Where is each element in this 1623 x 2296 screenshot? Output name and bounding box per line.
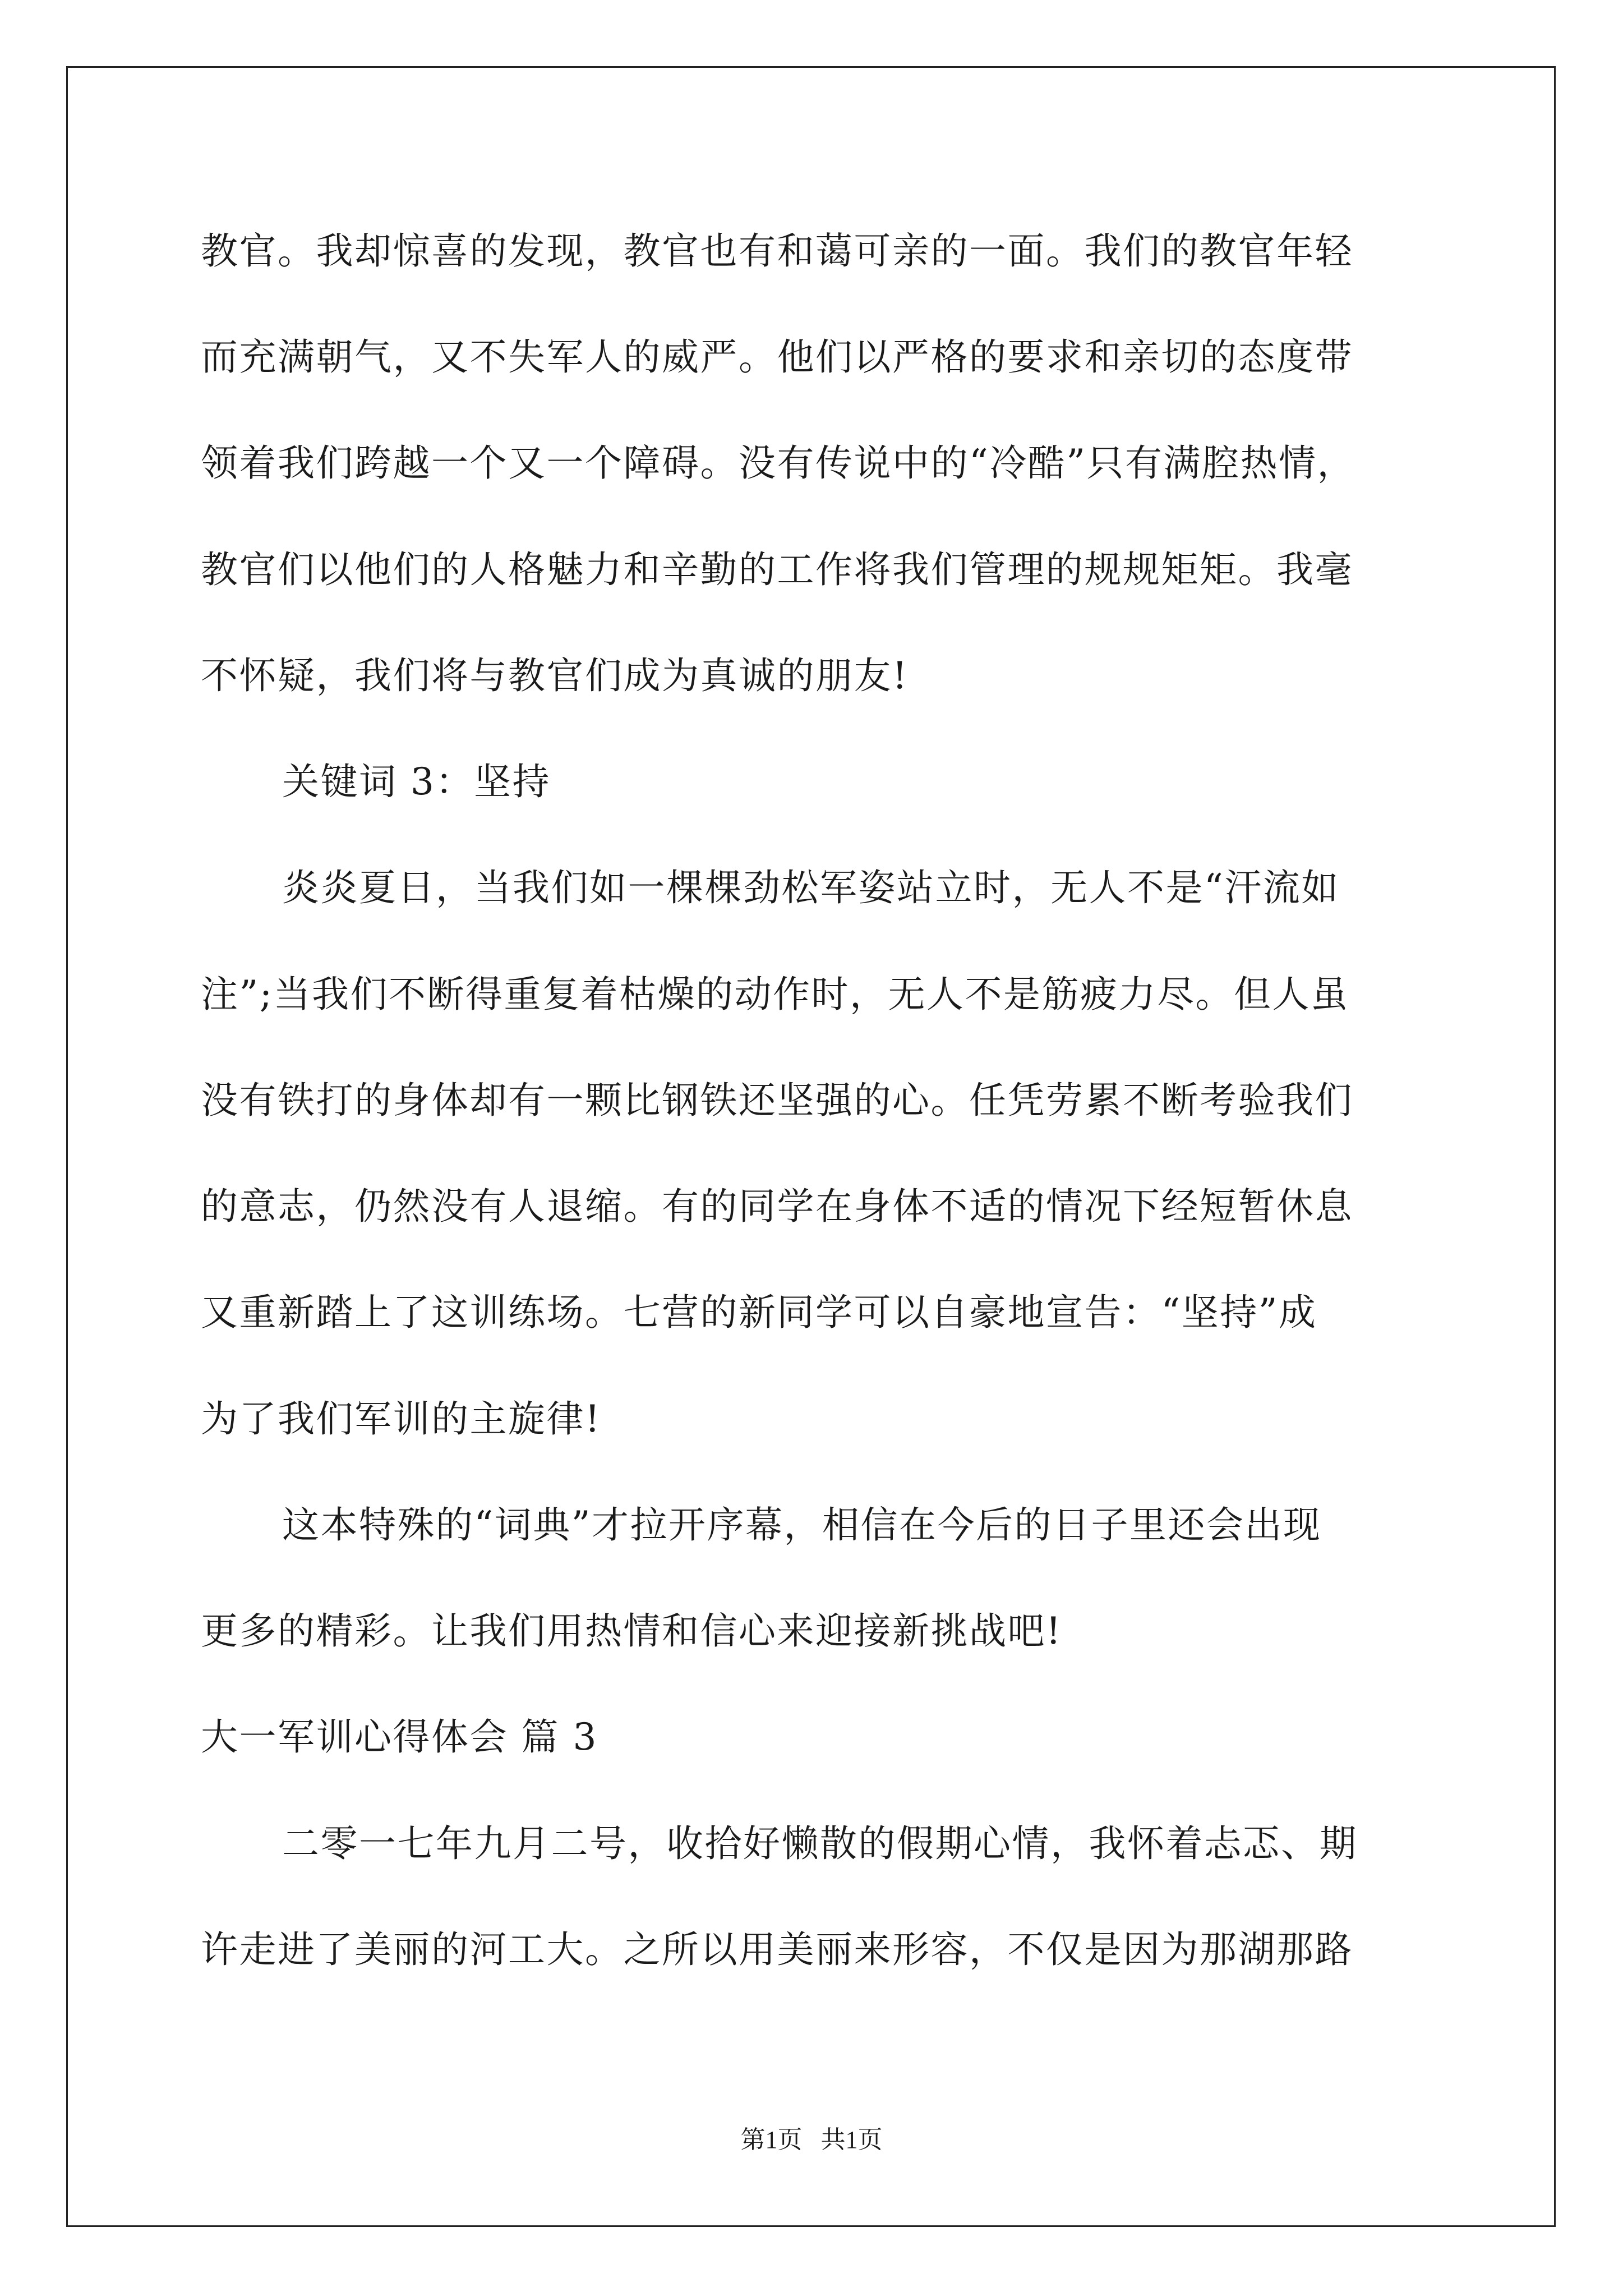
text-line: 更多的精彩。让我们用热情和信心来迎接新挑战吧!	[201, 1609, 1063, 1653]
text-line: 而充满朝气，又不失军人的威严。他们以严格的要求和亲切的态度带	[201, 335, 1353, 379]
text-line: 这本特殊的“词典”才拉开序幕，相信在今后的日子里还会出现	[282, 1503, 1322, 1547]
page-number: 第1页 共1页	[740, 2126, 883, 2154]
text-line: 二零一七年九月二号，收拾好懒散的假期心情，我怀着忐忑、期	[282, 1822, 1358, 1865]
page-border	[66, 66, 1556, 2227]
text-line: 领着我们跨越一个又一个障碍。没有传说中的“冷酷”只有满腔热情，	[201, 441, 1355, 485]
text-line: 没有铁打的身体却有一颗比钢铁还坚强的心。任凭劳累不断考验我们	[201, 1079, 1353, 1122]
article-title: 大一军训心得体会 篇 3	[201, 1715, 598, 1759]
text-line: 教官。我却惊喜的发现，教官也有和蔼可亲的一面。我们的教官年轻	[201, 229, 1353, 273]
text-line: 许走进了美丽的河工大。之所以用美丽来形容，不仅是因为那湖那路	[201, 1928, 1353, 1971]
text-line: 教官们以他们的人格魅力和辛勤的工作将我们管理的规规矩矩。我毫	[201, 548, 1353, 591]
text-line: 不怀疑，我们将与教官们成为真诚的朋友!	[201, 654, 909, 697]
text-line: 的意志，仍然没有人退缩。有的同学在身体不适的情况下经短暂休息	[201, 1185, 1353, 1228]
text-line: 又重新踏上了这训练场。七营的新同学可以自豪地宣告：“坚持”成	[201, 1291, 1317, 1334]
section-heading: 关键词 3：坚持	[282, 760, 551, 803]
text-line: 注”;当我们不断得重复着枯燥的动作时，无人不是筋疲力尽。但人虽	[201, 973, 1349, 1016]
text-line: 为了我们军训的主旋律!	[201, 1397, 602, 1441]
text-line: 炎炎夏日，当我们如一棵棵劲松军姿站立时，无人不是“汗流如	[282, 866, 1340, 909]
